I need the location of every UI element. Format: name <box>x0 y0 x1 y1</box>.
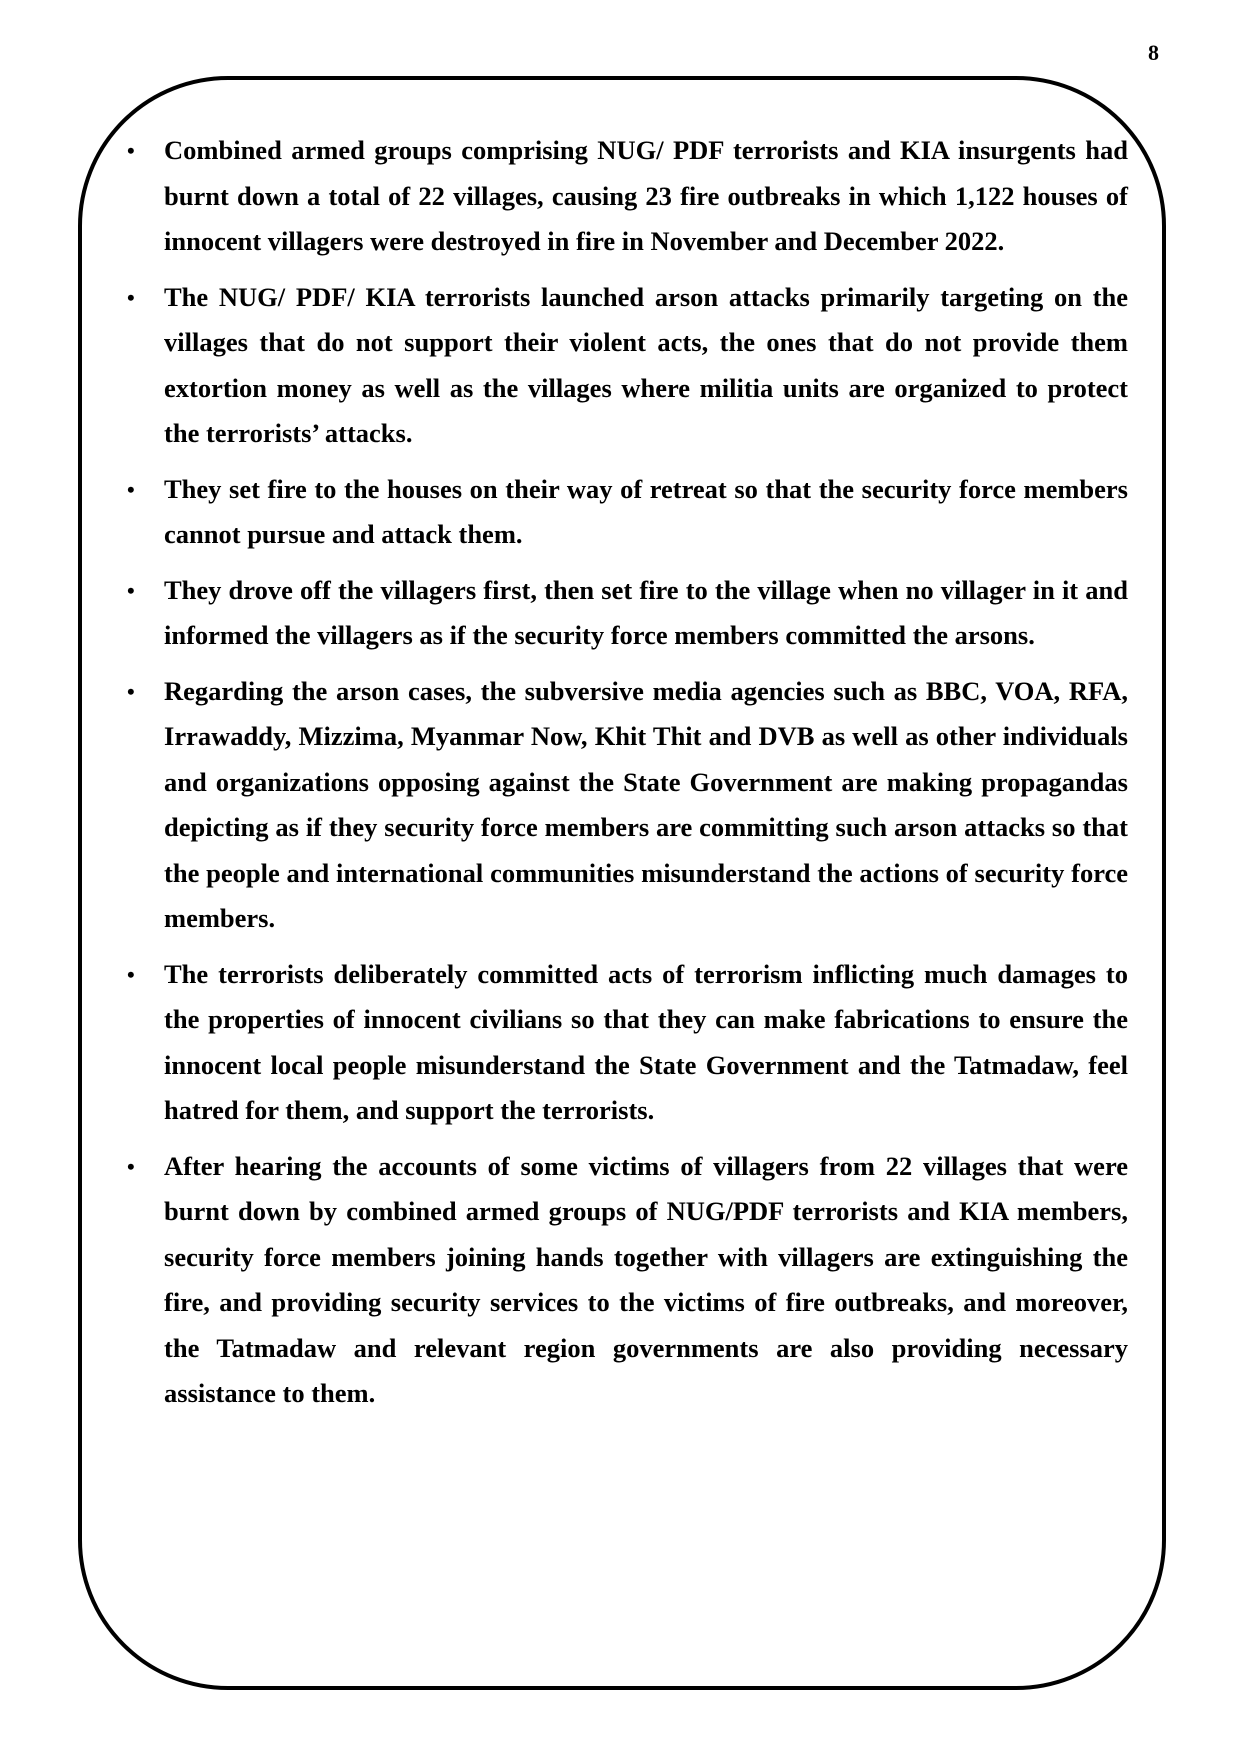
bullet-item <box>124 128 1128 265</box>
bullet-item <box>124 952 1128 1134</box>
bullet-icon: • <box>127 1153 135 1179</box>
bullet-icon: • <box>127 961 135 987</box>
bullet-item <box>124 275 1128 457</box>
bullet-icon: • <box>127 678 135 704</box>
bullet-text: The NUG/ PDF/ KIA terrorists launched arson attacks primarily targeting on the villages that do not support their violent acts, the ones that do not provide them extortion money as well as the villages where militia units are organized to protect the terrorists’ attacks. <box>164 281 1128 448</box>
bullet-icon: • <box>127 138 135 163</box>
bullet-text: They drove off the villagers first, then set fire to the village when no villager in it and informed the villagers as if the security force members committed the arsons. <box>164 574 1128 650</box>
bullet-text: The terrorists deliberately committed acts of terrorism inflicting much damages to the properties of innocent civilians so that they can make fabrications to ensure the innocent local people misunderstand the State Government and the Tatmadaw, feel hatred for them, and support the terrorists. <box>164 958 1128 1125</box>
page-number: 8 <box>1148 40 1159 65</box>
bullet-text: Combined armed groups comprising NUG/ PDF terrorists and KIA insurgents had burnt down a total of 22 villages, causing 23 fire outbreaks in which 1,122 houses of innocent villagers were destroyed in fire in November and December 2022. <box>164 135 1128 256</box>
bullet-text: After hearing the accounts of some victims of villagers from 22 villages that were burnt down by combined armed groups of NUG/PDF terrorists and KIA members, security force members joining hands together with villagers are extinguishing the fire, and providing security services to the victims of fire outbreaks, and moreover, the Tatmadaw and relevant region governments are also providing necessary assistance to them. <box>164 1150 1128 1408</box>
bullet-item <box>124 467 1128 558</box>
bullet-icon: • <box>127 476 135 502</box>
bullet-item <box>124 669 1128 942</box>
bullet-text: They set fire to the houses on their way of retreat so that the security force members cannot pursue and attack them. <box>164 473 1128 549</box>
bullet-text: Regarding the arson cases, the subversive media agencies such as BBC, VOA, RFA, Irrawaddy, Mizzima, Myanmar Now, Khit Thit and DVB as well as other individuals and organizations opposing against the State Government are making propagandas depicting as if they security force members are committing such arson attacks so that the people and international communities misunderstand the actions of security force members. <box>164 675 1128 933</box>
bullet-item <box>124 1144 1128 1417</box>
bullet-item <box>124 568 1128 659</box>
bullet-list <box>124 128 1128 1427</box>
bullet-icon: • <box>127 284 135 310</box>
bullet-icon: • <box>127 577 135 603</box>
